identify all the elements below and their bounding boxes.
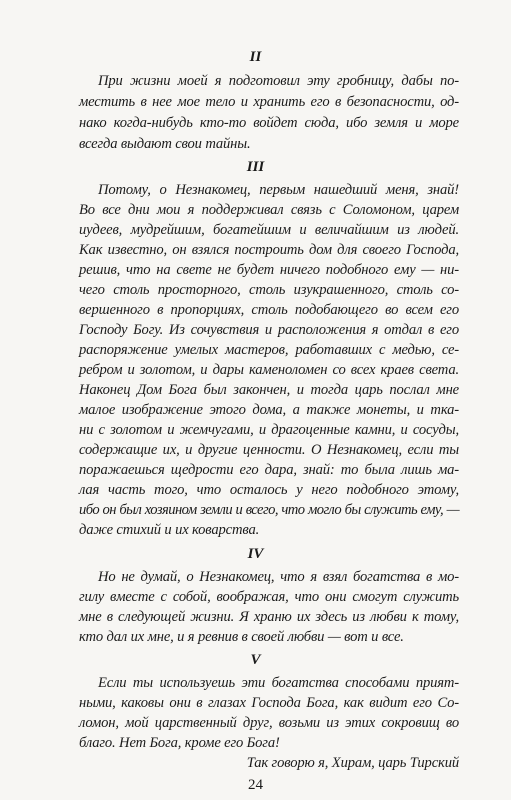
text-line: лая часть того, что осталось у него подобного этому, xyxy=(79,482,459,498)
text-line: Наконец Дом Бога был закончен, и тогда царь послал мне xyxy=(79,382,459,398)
text-line: распоряжение умелых мастеров, работавших с медью, се- xyxy=(79,342,459,358)
text-line: Господу Богу. Из сочувствия и расположения я отдал в его xyxy=(79,322,459,338)
section-heading-iv: IV xyxy=(247,546,264,562)
text-line: ибо он был хозяином земли и всего, что могло бы служить ему, — xyxy=(79,502,459,518)
text-line: всегда выдают свои тайны. xyxy=(79,136,251,152)
text-line: чего столь просторного, столь изукрашенного, столь со- xyxy=(79,282,459,298)
text-line: Во все дни мои я поддерживал связь с Соломоном, царем xyxy=(79,202,459,218)
text-line: малое изображение этого дома, а также монеты, и тка- xyxy=(79,402,459,418)
text-line: решив, что на свете не будет ничего подобного ему — ни- xyxy=(79,262,459,278)
text-line: даже стихий и их коварства. xyxy=(79,522,260,538)
text-line: поражаешься щедрости его дара, знай: то была лишь ма- xyxy=(79,462,459,478)
text-line: ни с золотом и жемчугами, и драгоценные камни, и сосуды, xyxy=(79,422,459,438)
text-line: гилу вместе с собой, воображая, что они смогут служить xyxy=(79,589,459,605)
text-line: Как известно, он взялся построить дом для своего Господа, xyxy=(79,242,459,258)
text-line: ными, каковы они в глазах Господа Бога, как видит его Со- xyxy=(79,695,459,711)
text-line: мне в следующей жизни. Я храню их здесь из любви к тому, xyxy=(79,609,459,625)
text-line: Но не думай, о Незнакомец, что я взял богатства в мо- xyxy=(98,569,459,585)
section-heading-iii: III xyxy=(246,159,265,175)
text-line: ломон, мой царственный друг, возьми из этих сокровищ во xyxy=(79,715,459,731)
text-line: содержащие их, и другие ценности. О Незнакомец, если ты xyxy=(79,442,459,458)
text-line: Если ты используешь эти богатства способами прият- xyxy=(98,675,459,691)
text-line: нако когда-нибудь кто-то войдет сюда, ибо земля и море xyxy=(79,115,459,131)
text-line: ребром и золотом, и дары каменоломен со всех краев света. xyxy=(79,362,459,378)
page-number: 24 xyxy=(248,777,263,793)
text-line: благо. Нет Бога, кроме его Бога! xyxy=(79,735,280,751)
text-line: вершенного в пропорциях, столь подобающего во всем его xyxy=(79,302,459,318)
text-line: местить в нее мое тело и хранить его в безопасности, од- xyxy=(79,94,459,110)
section-heading-ii: II xyxy=(249,49,262,65)
section-heading-v: V xyxy=(250,652,261,668)
text-line: иудеев, мудрейшим, богатейшим и величайшим из людей. xyxy=(79,222,459,238)
text-line: Потому, о Незнакомец, первым нашедший меня, знай! xyxy=(98,182,459,198)
text-line: При жизни моей я подготовил эту гробницу, дабы по- xyxy=(98,73,459,89)
signature: Так говорю я, Хирам, царь Тирский xyxy=(246,755,459,771)
text-line: кто дал их мне, и я ревнив в своей любви — вот и все. xyxy=(79,629,404,645)
